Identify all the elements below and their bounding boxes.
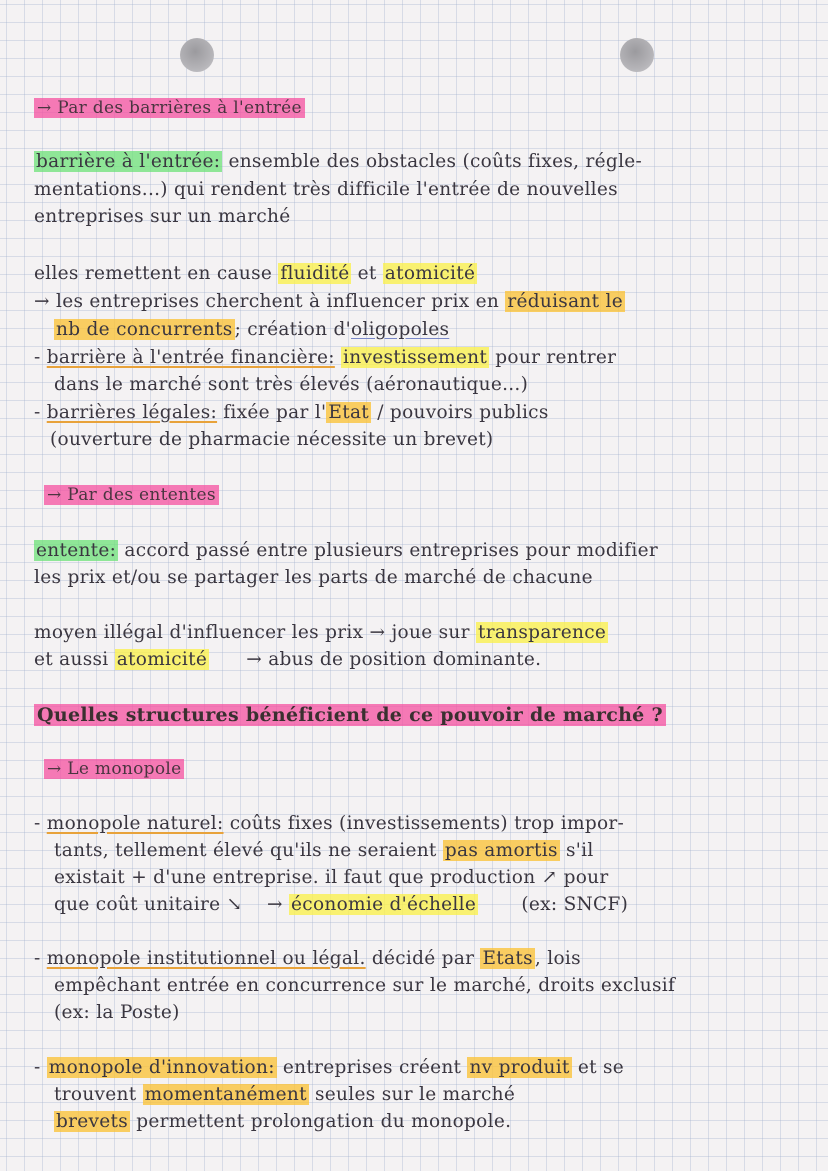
definition-line: entente: accord passé entre plusieurs entreprises pour modifier bbox=[36, 540, 658, 561]
text-line: brevets permettent prolongation du monopole. bbox=[56, 1111, 512, 1132]
text-line: tants, tellement élevé qu'ils ne seraient pas amortis s'il bbox=[54, 840, 594, 861]
section-heading-monopole: → Le monopole bbox=[44, 757, 184, 781]
text-line: → les entreprises cherchent à influencer prix en réduisant le bbox=[34, 291, 624, 312]
definition-line: barrière à l'entrée: ensemble des obstacles (coûts fixes, régle- bbox=[36, 151, 643, 172]
text-line: elles remettent en cause fluidité et atomicité bbox=[34, 263, 476, 284]
text-line: - monopole institutionnel ou légal. décidé par Etats , lois bbox=[34, 948, 581, 969]
text-line: moyen illégal d'influencer les prix → joue sur transparence bbox=[34, 622, 607, 643]
text-line: que coût unitaire ↘ → économie d'échelle (ex: SNCF) bbox=[54, 894, 629, 915]
binder-hole-right bbox=[620, 38, 654, 72]
term-highlight: entente: bbox=[36, 540, 117, 561]
text-line: existait + d'une entreprise. il faut que production ↗ pour bbox=[54, 867, 609, 888]
binder-hole-left bbox=[180, 38, 214, 72]
text-line: dans le marché sont très élevés (aéronautique...) bbox=[54, 374, 529, 395]
section-heading-barrieres: → Par des barrières à l'entrée bbox=[34, 96, 305, 120]
text-line: mentations...) qui rendent très difficile l'entrée de nouvelles bbox=[34, 179, 618, 200]
text-line: trouvent momentanément seules sur le marché bbox=[54, 1084, 516, 1105]
text-line: nb de concurrents ; création d'oligopoles bbox=[56, 319, 450, 340]
text-line: entreprises sur un marché bbox=[34, 206, 291, 227]
text-line: (ex: la Poste) bbox=[54, 1002, 180, 1023]
term-highlight: barrière à l'entrée: bbox=[36, 151, 221, 172]
text-line: - barrières légales: fixée par l' Etat / pouvoirs publics bbox=[34, 402, 549, 423]
question-heading: Quelles structures bénéficient de ce pouvoir de marché ? bbox=[34, 703, 666, 727]
text-line: les prix et/ou se partager les parts de marché de chacune bbox=[34, 567, 593, 588]
text-line: - barrière à l'entrée financière: investissement pour rentrer bbox=[34, 347, 617, 368]
section-heading-ententes: → Par des ententes bbox=[44, 483, 219, 507]
text-line: - monopole naturel: coûts fixes (investissements) trop impor- bbox=[34, 813, 625, 834]
text-line: (ouverture de pharmacie nécessite un brevet) bbox=[50, 429, 494, 450]
text-line: empêchant entrée en concurrence sur le marché, droits exclusif bbox=[54, 975, 676, 996]
text-line: - monopole d'innovation: entreprises créent nv produit et se bbox=[34, 1057, 625, 1078]
text-line: et aussi atomicité → abus de position dominante. bbox=[34, 649, 542, 670]
